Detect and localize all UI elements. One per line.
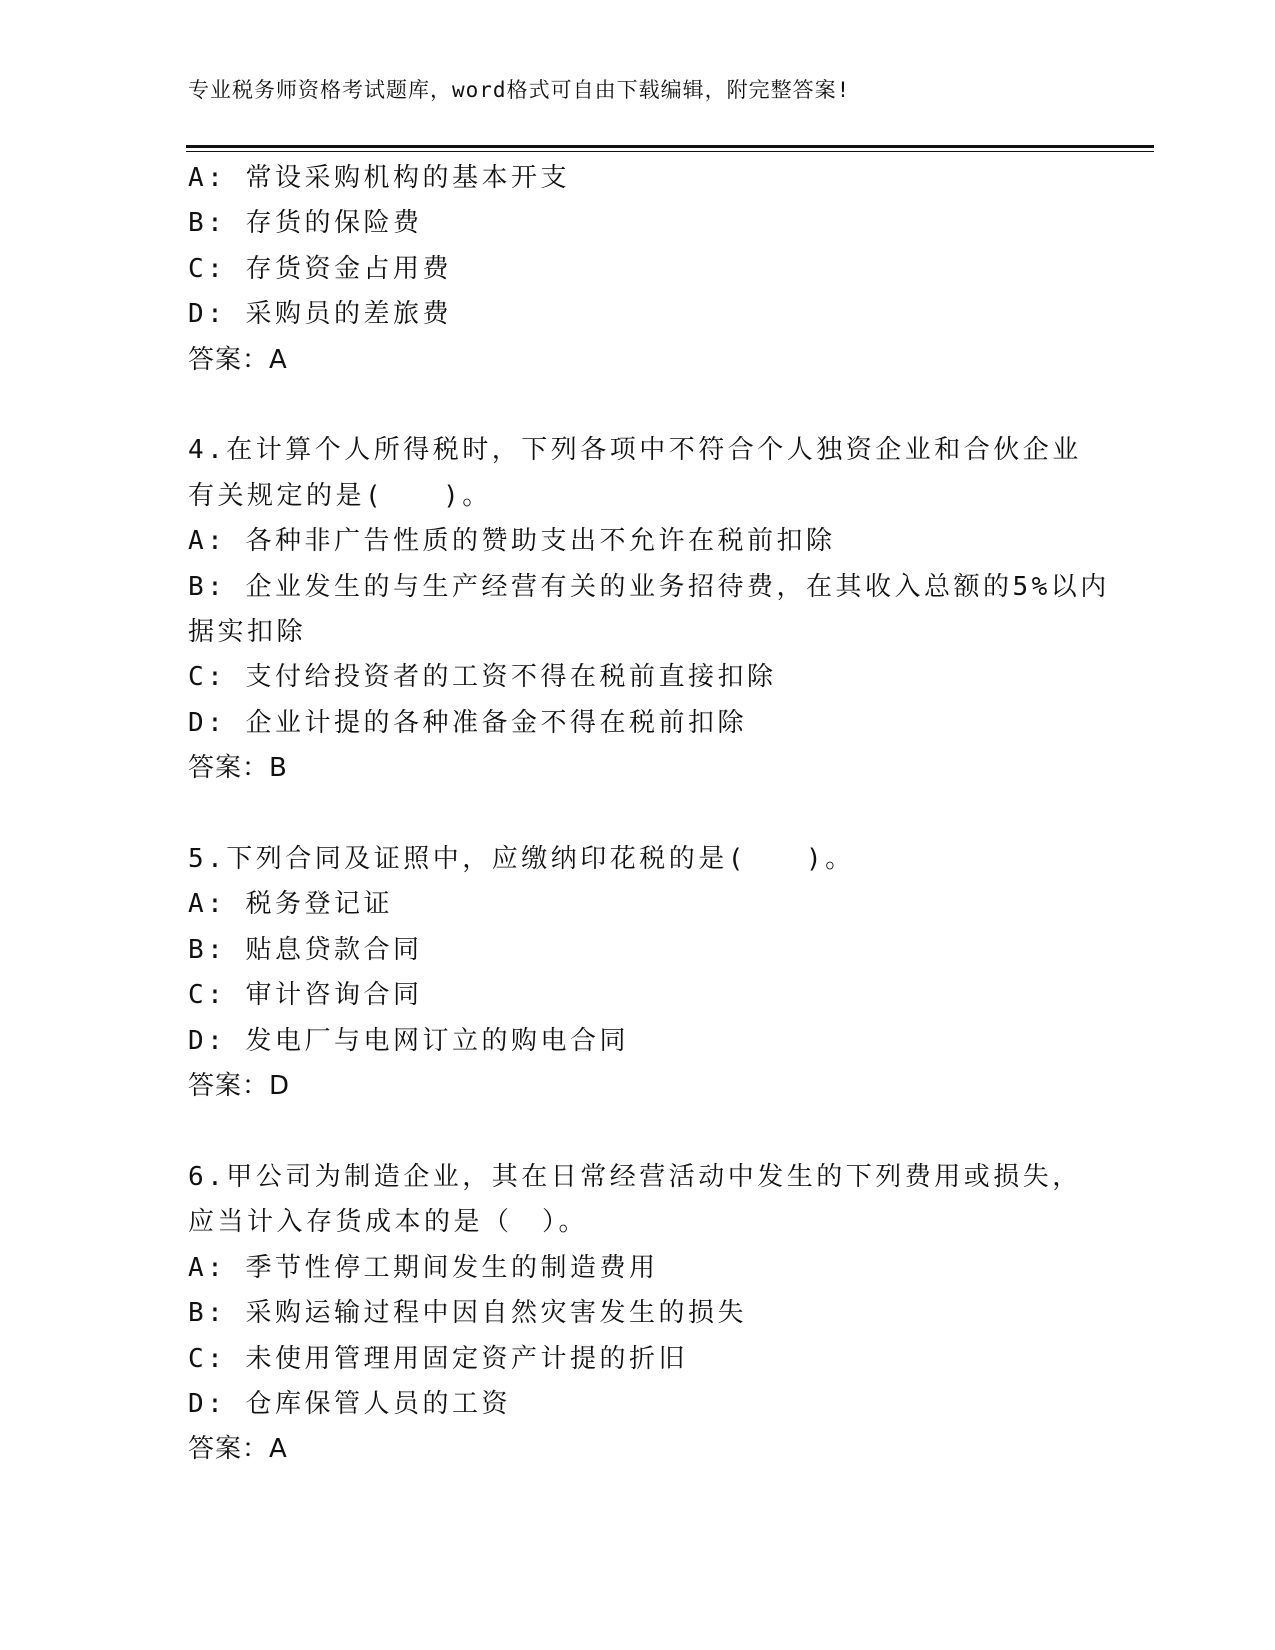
option-d: D: 企业计提的各种准备金不得在税前扣除	[188, 707, 747, 738]
question-block	[188, 1155, 1148, 1473]
question-stem: 5.下列合同及证照中，应缴纳印花税的是( )。	[188, 844, 855, 875]
option-c: C: 审计咨询合同	[188, 980, 423, 1011]
question-stem: 有关规定的是( )。	[188, 480, 492, 511]
question-stem: 6.甲公司为制造企业，其在日常经营活动中发生的下列费用或损失，	[188, 1161, 1082, 1192]
header-rule-thick	[186, 145, 1154, 148]
question-list	[188, 156, 1148, 1473]
question-stem: 4.在计算个人所得税时，下列各项中不符合个人独资企业和合伙企业	[188, 435, 1082, 466]
option-d: D: 发电厂与电网订立的购电合同	[188, 1025, 629, 1056]
option-a: A: 税务登记证	[188, 889, 393, 920]
option-a: A: 常设采购机构的基本开支	[188, 163, 570, 193]
option-b: B: 企业发生的与生产经营有关的业务招待费，在其收入总额的5%以内	[188, 571, 1110, 602]
question-block	[188, 156, 1148, 383]
answer-line: 答案：A	[188, 344, 288, 375]
option-a: A: 季节性停工期间发生的制造费用	[188, 1252, 659, 1283]
answer-line: 答案：D	[188, 1071, 291, 1102]
page-header: 专业税务师资格考试题库，word格式可自由下载编辑，附完整答案!	[188, 78, 851, 102]
answer-line: 答案：B	[188, 753, 288, 784]
option-b-continued: 据实扣除	[188, 617, 307, 648]
option-c: C: 存货资金占用费	[188, 253, 452, 284]
question-block	[188, 837, 1148, 1109]
header-rule-thin	[186, 151, 1154, 152]
option-b: B: 贴息贷款合同	[188, 934, 423, 965]
option-c: C: 未使用管理用固定资产计提的折旧	[188, 1343, 688, 1374]
option-b: B: 存货的保险费	[188, 208, 423, 239]
option-b: B: 采购运输过程中因自然灾害发生的损失	[188, 1298, 747, 1329]
option-d: D: 采购员的差旅费	[188, 299, 452, 330]
option-d: D: 仓库保管人员的工资	[188, 1388, 511, 1419]
question-stem: 应当计入存货成本的是（ ）。	[188, 1207, 589, 1238]
option-c: C: 支付给投资者的工资不得在税前直接扣除	[188, 662, 777, 693]
option-a: A: 各种非广告性质的赞助支出不允许在税前扣除	[188, 526, 836, 557]
answer-line: 答案：A	[188, 1434, 288, 1465]
question-block	[188, 428, 1148, 791]
